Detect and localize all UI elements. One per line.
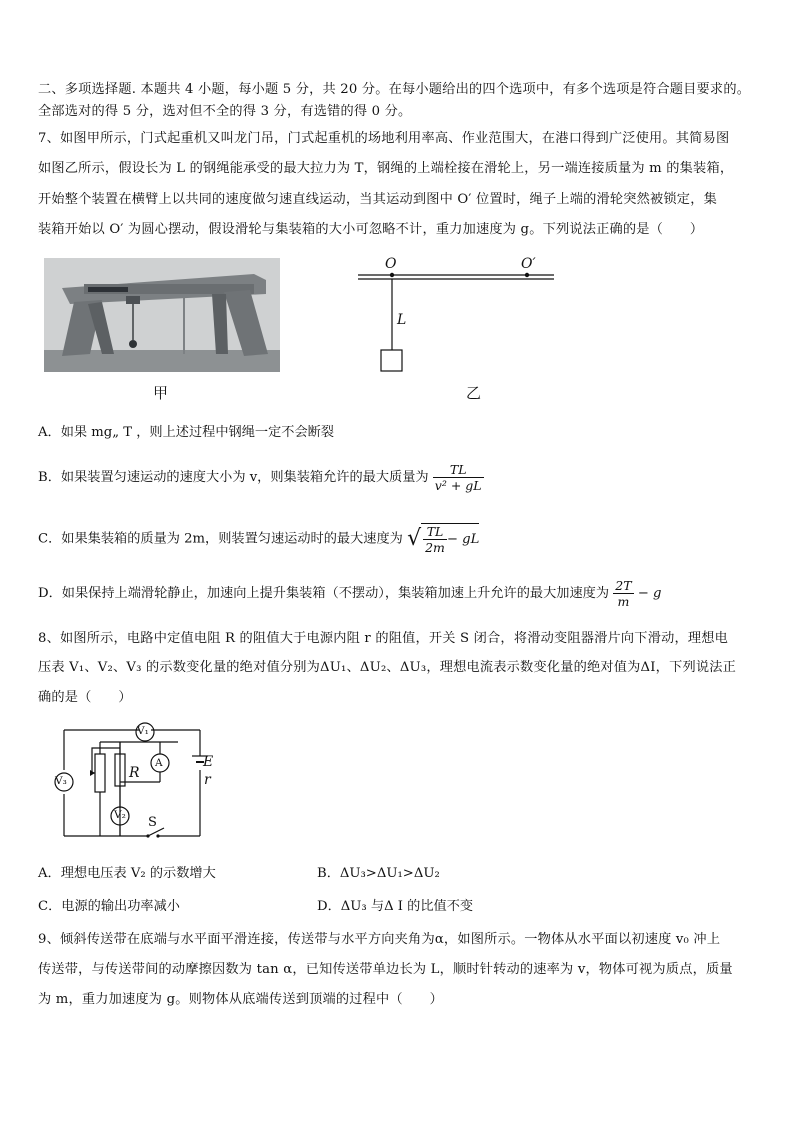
q7-option-c-radical: $\frac{TL}{2m}$ − gL bbox=[421, 523, 479, 555]
section-header-line2: 全部选对的得 5 分，选对但不全的得 3 分，有选错的得 0 分。 bbox=[38, 104, 412, 119]
q7-text-line2: 如图乙所示，假设长为 L 的钢绳能承受的最大拉力为 T，钢绳的上端栓接在滑轮上，另一端连接质量为 m 的集装箱， bbox=[38, 161, 734, 176]
q9-text-line2: 传送带，与传送带间的动摩擦因数为 tan α，已知传送带单边长为 L，顺时针转动的速率为 v，物体可视为质点，质量 bbox=[38, 962, 733, 977]
label-v2: V₂ bbox=[114, 809, 126, 821]
q8-text-line3: 确的是（ ） bbox=[38, 690, 132, 705]
q7-option-c-text: C．如果集装箱的质量为 2m，则装置匀速运动时的最大速度为 bbox=[38, 531, 403, 547]
q7-option-a: A．如果 mg„ T ，则上述过程中钢绳一定不会断裂 bbox=[38, 425, 335, 440]
q7-option-d-text: D．如果保持上端滑轮静止，加速向上提升集装箱（不摆动），集装箱加速上升允许的最大加速度为 bbox=[38, 586, 610, 601]
q7-option-b bbox=[38, 462, 484, 493]
label-r: R bbox=[129, 765, 140, 781]
label-o-prime: O′ bbox=[521, 256, 536, 272]
q7-text-line4: 装箱开始以 O′ 为圆心摆动，假设滑轮与集装箱的大小可忽略不计，重力加速度为 g。下列说法正确的是（ ） bbox=[38, 222, 704, 237]
q8-option-a: A．理想电压表 V₂ 的示数增大 bbox=[38, 866, 216, 881]
pendulum-diagram bbox=[350, 252, 570, 382]
label-small-r: r bbox=[204, 772, 211, 788]
q7-text-line1: 7、如图甲所示，门式起重机又叫龙门吊，门式起重机的场地利用率高、作业范围大，在港口得到广泛使用。其简易图 bbox=[38, 131, 730, 146]
q8-text-line1: 8、如图所示，电路中定值电阻 R 的阻值大于电源内阻 r 的阻值，开关 S 闭合，将滑动变阻器滑片向下滑动，理想电 bbox=[38, 631, 729, 646]
q8-option-b: B．ΔU₃>ΔU₁>ΔU₂ bbox=[317, 866, 440, 881]
q7-option-b-text: B．如果装置匀速运动的速度大小为 v，则集装箱允许的最大质量为 bbox=[38, 470, 429, 485]
fig-jia-caption: 甲 bbox=[153, 384, 169, 402]
fig-yi-caption: 乙 bbox=[466, 384, 482, 402]
q7-text-line3: 开始整个装置在横臂上以共同的速度做匀速直线运动，当其运动到图中 O′ 位置时，绳子上端的滑轮突然被锁定，集 bbox=[38, 192, 717, 207]
q9-text-line1: 9、倾斜传送带在底端与水平面平滑连接，传送带与水平方向夹角为α，如图所示。一物体从水平面以初速度 v₀ 冲上 bbox=[38, 932, 721, 947]
label-v3: V₃ bbox=[55, 775, 67, 787]
label-e: E bbox=[203, 754, 214, 770]
label-l: L bbox=[397, 312, 407, 328]
label-a: A bbox=[155, 757, 163, 769]
circuit-diagram bbox=[48, 718, 228, 848]
label-s: S bbox=[148, 815, 157, 830]
section-header-line1: 二、多项选择题. 本题共 4 小题，每小题 5 分，共 20 分。在每小题给出的四个选项中，有多个选项是符合题目要求的。 bbox=[38, 82, 751, 97]
gantry-crane-photo bbox=[44, 258, 280, 372]
q8-option-d: D．ΔU₃ 与Δ I 的比值不变 bbox=[317, 899, 474, 914]
q9-text-line3: 为 m，重力加速度为 g。则物体从底端传送到顶端的过程中（ ） bbox=[38, 992, 443, 1007]
q8-option-c: C．电源的输出功率减小 bbox=[38, 899, 180, 914]
q7-option-d: D．如果保持上端滑轮静止，加速向上提升集装箱（不摆动），集装箱加速上升允许的最大加速度为 $\frac{2T}{m}$ − g bbox=[38, 578, 662, 609]
q7-option-b-fraction: $\frac{TL}{\text{v² + gL}}$ bbox=[434, 462, 482, 493]
q8-text-line2: 压表 V₁、V₂、V₃ 的示数变化量的绝对值分别为ΔU₁、ΔU₂、ΔU₃，理想电流表示数变化量的绝对值为ΔI，下列说法正 bbox=[38, 660, 737, 675]
q7-option-d-fraction: $\frac{2T}{m}$ bbox=[615, 578, 632, 609]
q7-option-c: C．如果集装箱的质量为 2m，则装置匀速运动时的最大速度为 √ $\frac{TL}{2m}$ − gL bbox=[38, 524, 480, 555]
label-v1: V₁ bbox=[137, 725, 149, 737]
label-o: O bbox=[385, 256, 397, 272]
